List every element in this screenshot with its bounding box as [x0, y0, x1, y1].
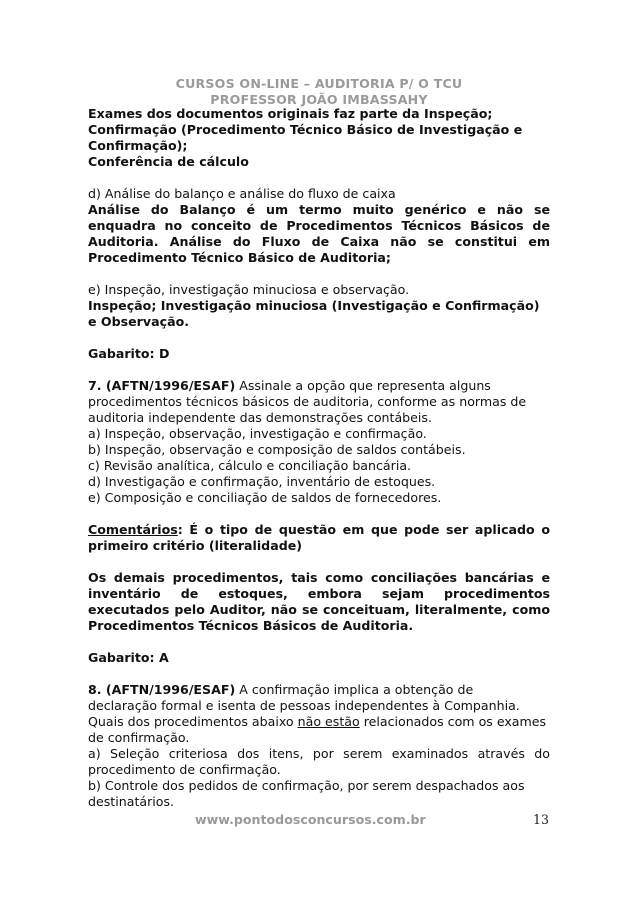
q8-option-b: b) Controle dos pedidos de confirmação, por serem despachados aos destinatários.	[88, 778, 525, 809]
q7-option-d: d) Investigação e confirmação, inventário de estoques.	[88, 474, 436, 489]
page-number: 13	[533, 812, 550, 827]
professor-name: PROFESSOR JOÃO IMBASSAHY	[210, 92, 428, 107]
option-d-comment: Análise do Balanço é um termo muito genérico e não se enquadra no conceito de Procedimentos Técnicos Básicos de Auditoria. Análise do Fluxo de Caixa não se constitui em Procedimento Técnico Básico de Auditoria;	[88, 202, 550, 265]
question-7-ref: 7. (AFTN/1996/ESAF)	[88, 378, 236, 393]
comentarios-text: : É o tipo de questão em que pode ser aplicado o primeiro critério (literalidade)	[88, 522, 550, 553]
q7-comentarios	[88, 522, 550, 554]
question-8	[88, 682, 550, 698]
q7-option-b: b) Inspeção, observação e composição de saldos contábeis.	[88, 442, 466, 457]
question-8-stem-2: declaração formal e isenta de pessoas independentes à Companhia.	[88, 698, 520, 713]
footer-website: www.pontodosconcursos.com.br	[195, 812, 426, 827]
comentarios-label: Comentários	[88, 522, 178, 537]
course-title: CURSOS ON-LINE – AUDITORIA P/ O TCU	[175, 76, 463, 91]
comment-conferencia: Conferência de cálculo	[88, 154, 249, 169]
option-e-text: e) Inspeção, investigação minuciosa e observação.	[88, 282, 410, 297]
question-8-stem-1: A confirmação implica a obtenção de	[235, 682, 474, 697]
question-8-question: Quais dos procedimentos abaixo não estão relacionados com os exames de confirmação.	[88, 714, 547, 745]
q7-explanation: Os demais procedimentos, tais como conciliações bancárias e inventário de estoques, embora sejam procedimentos executados pelo Auditor, não se conceituam, literalmente, como Procedimentos Técnicos Básicos de Auditoria.	[88, 570, 550, 633]
comment-inspecao: Exames dos documentos originais faz parte da Inspeção;	[88, 106, 493, 121]
question-7-stem: Assinale a opção que representa alguns procedimentos técnicos básicos de auditoria, conforme as normas de auditoria independente das demonstrações contábeis.	[88, 378, 527, 425]
document-body	[88, 106, 550, 810]
q7-option-e: e) Composição e conciliação de saldos de fornecedores.	[88, 490, 442, 505]
gabarito-d: Gabarito: D	[88, 346, 170, 361]
question-8-ref: 8. (AFTN/1996/ESAF)	[88, 682, 236, 697]
option-e-comment: Inspeção; Investigação minuciosa (Investigação e Confirmação) e Observação.	[88, 298, 540, 329]
option-d-text: d) Análise do balanço e análise do fluxo de caixa	[88, 186, 396, 201]
underlined-nao-estao: não estão	[297, 714, 360, 729]
gabarito-a: Gabarito: A	[88, 650, 169, 665]
question-7	[88, 378, 550, 426]
q8-option-a: a) Seleção criteriosa dos itens, por serem examinados através do procedimento de confirmação.	[88, 746, 550, 777]
q7-option-c: c) Revisão analítica, cálculo e conciliação bancária.	[88, 458, 412, 473]
q7-option-a: a) Inspeção, observação, investigação e confirmação.	[88, 426, 427, 441]
page-header	[0, 76, 638, 108]
comment-confirmacao: Confirmação (Procedimento Técnico Básico de Investigação e Confirmação);	[88, 122, 523, 153]
